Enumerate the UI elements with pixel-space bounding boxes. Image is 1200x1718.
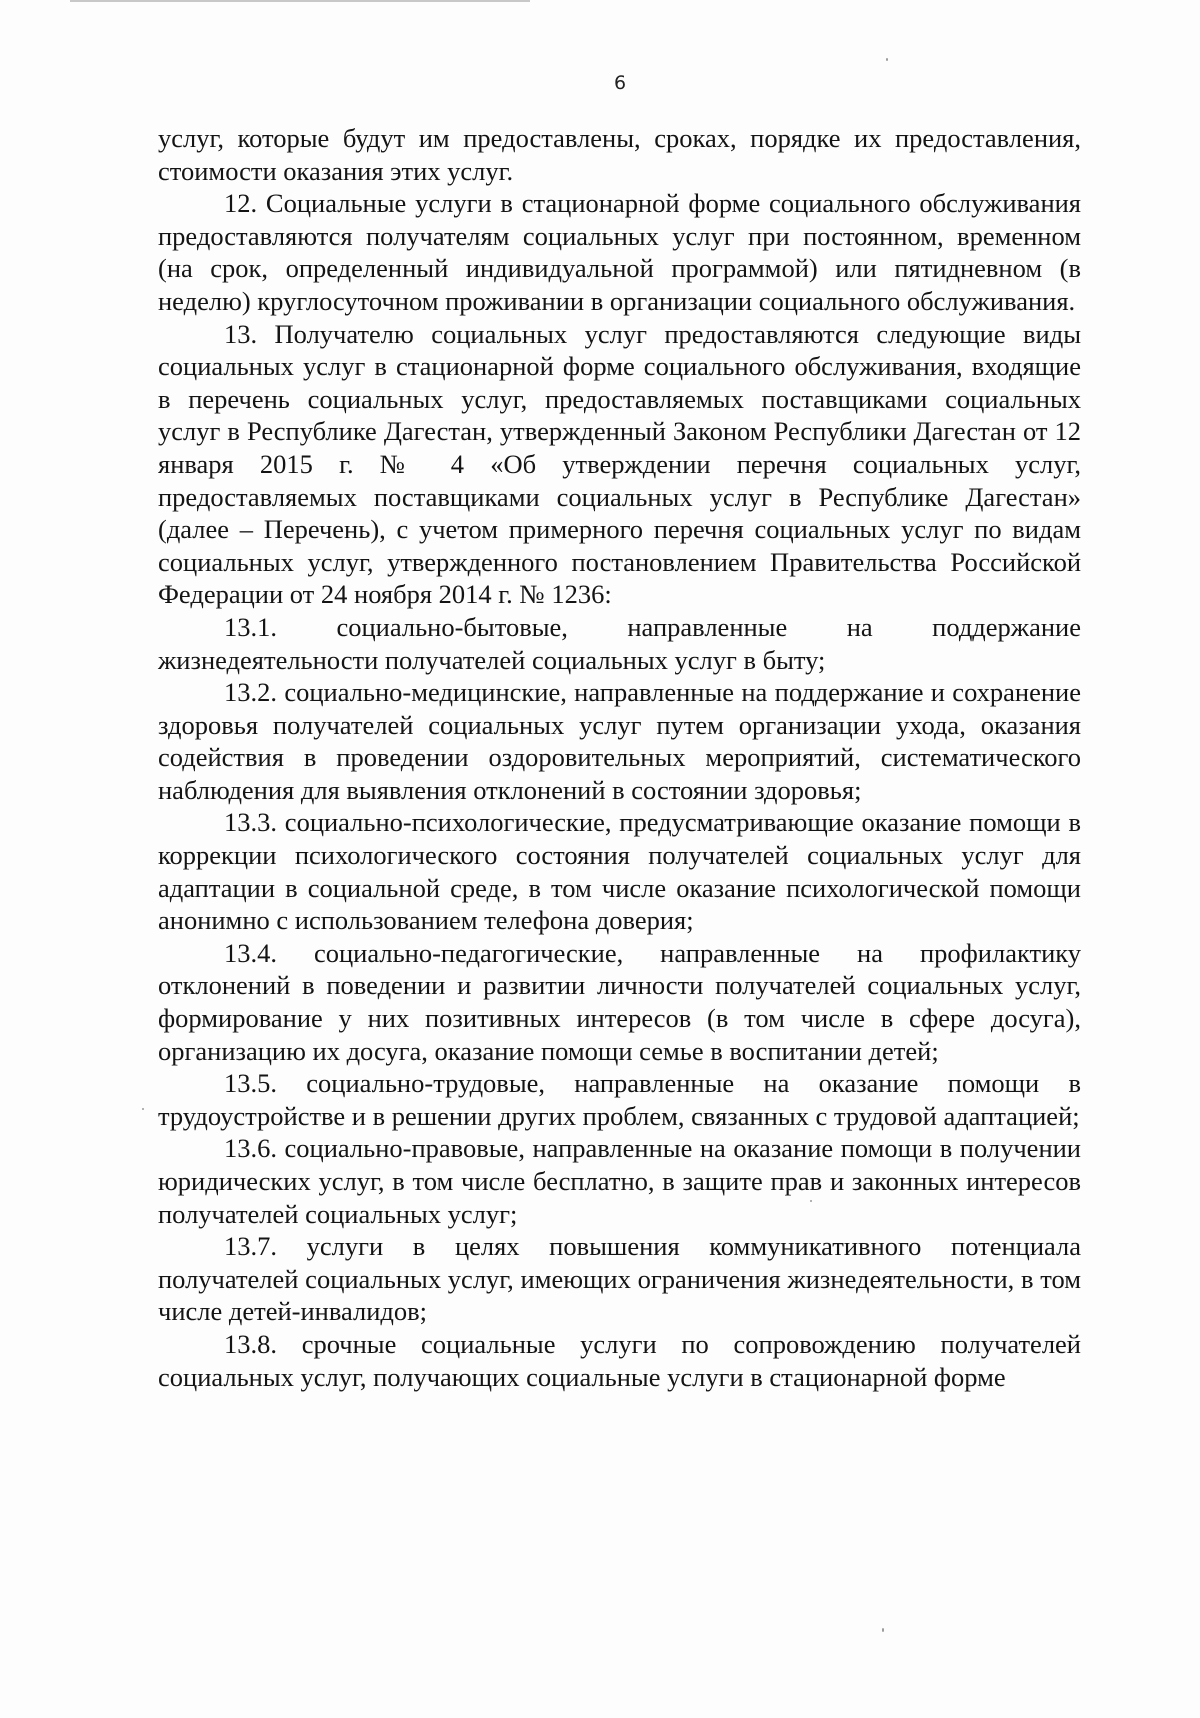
- scan-speck: [142, 1108, 144, 1110]
- paragraph-13-5: 13.5. социально-трудовые, направленные на оказание помощи в трудоустройстве и в решении других проблем, связанных с трудовой адаптацией;: [158, 1068, 1081, 1131]
- paragraph-13-1: 13.1. социально-бытовые, направленные на поддержание жизнедеятельности получателей социальных услуг в быту;: [158, 611, 1081, 675]
- scan-speck: [882, 1628, 884, 1632]
- page-number: 6: [613, 72, 627, 94]
- paragraph-13-3: 13.3. социально-психологические, предусматривающие оказание помощи в коррекции психологического состояния получателей социальных услуг для адаптации в социальной среде, в том числе оказание психологической помощи анонимно с использованием телефона доверия;: [158, 807, 1081, 936]
- paragraph-13-2: 13.2. социально-медицинские, направленные на поддержание и сохранение здоровья получателей социальных услуг путем организации ухода, оказания содействия в проведении оздоровительных мероприятий, систематического наблюдения для выявления отклонений в состоянии здоровья;: [158, 677, 1081, 805]
- paragraph-13-6: 13.6. социально-правовые, направленные на оказание помощи в получении юридических услуг, в том числе бесплатно, в защите прав и законных интересов получателей социальных услуг;: [158, 1133, 1081, 1229]
- paragraph-13: 13. Получателю социальных услуг предоставляются следующие виды социальных услуг в стационарной форме социального обслуживания, входящие в перечень социальных услуг, предоставляемых поставщиками социальных услуг в Республике Дагестан, утвержденный Законом Республики Дагестан от 12 января 2015 г. № 4 «Об утверждении перечня социальных услуг, предоставляемых поставщиками социальных услуг в Республике Дагестан» (далее – Перечень), с учетом примерного перечня социальных услуг по видам социальных услуг, утвержденного постановлением Правительства Российской Федерации от 24 ноября 2014 г. № 1236:: [158, 318, 1081, 610]
- document-body: [158, 122, 1081, 1393]
- paragraph-12: 12. Социальные услуги в стационарной форме социального обслуживания предоставляются получателям социальных услуг при постоянном, временном (на срок, определенный индивидуальной программой) или пятидневном (в неделю) круглосуточном проживании в организации социального обслуживания.: [158, 188, 1081, 316]
- scan-speck: [886, 58, 888, 61]
- paragraph-13-4: 13.4. социально-педагогические, направленные на профилактику отклонений в поведении и развитии личности получателей социальных услуг, формирование у них позитивных интересов (в том числе в сфере досуга), организацию их досуга, оказание помощи семье в воспитании детей;: [158, 937, 1081, 1066]
- paragraph-continuation: услуг, которые будут им предоставлены, сроках, порядке их предоставления, стоимости оказания этих услуг.: [158, 123, 1081, 186]
- scan-speck: [810, 1200, 812, 1202]
- paragraph-13-8: 13.8. срочные социальные услуги по сопровождению получателей социальных услуг, получающих социальные услуги в стационарной форме: [158, 1328, 1081, 1392]
- scan-edge-line: [70, 0, 530, 2]
- paragraph-13-7: 13.7. услуги в целях повышения коммуникативного потенциала получателей социальных услуг, имеющих ограничения жизнедеятельности, в том числе детей-инвалидов;: [158, 1231, 1081, 1327]
